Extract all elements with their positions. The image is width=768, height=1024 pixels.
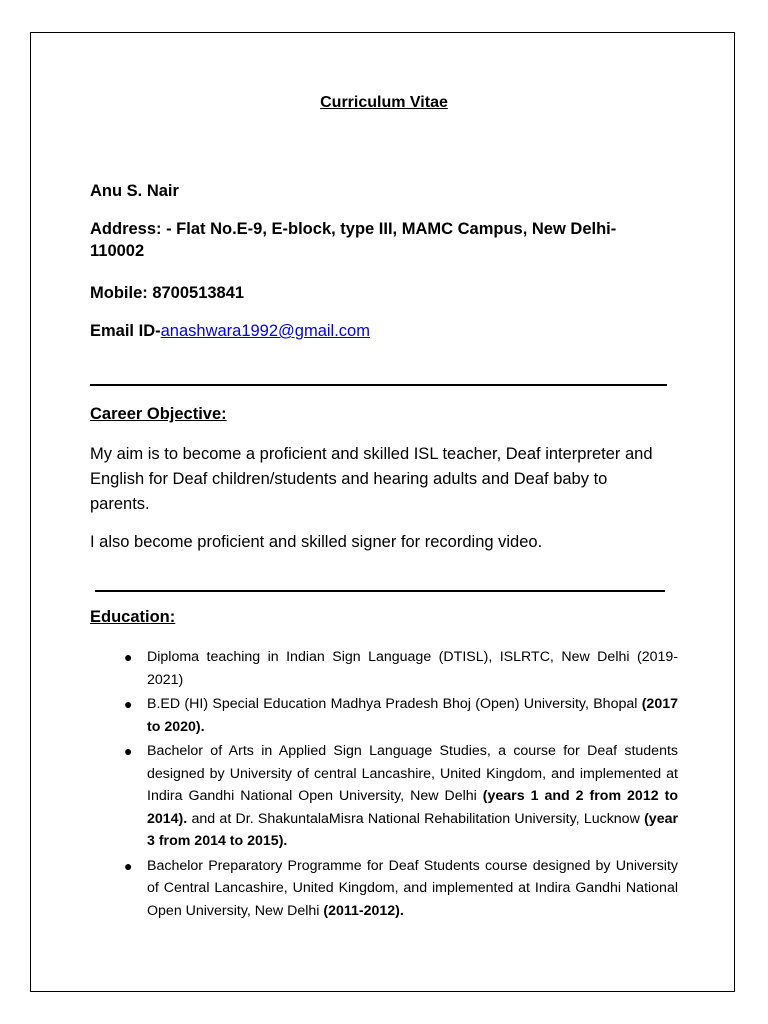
education-heading: Education: (90, 608, 176, 626)
education-dates: (years 1 and 2 from 2012 to 2014). (147, 788, 678, 827)
mobile-number: Mobile: 8700513841 (90, 284, 245, 302)
bullet-icon: ● (124, 649, 133, 665)
email-line (90, 320, 370, 342)
education-dates: (year 3 from 2014 to 2015). (147, 810, 678, 849)
education-item (124, 693, 678, 738)
career-objective-paragraph: My aim is to become a proficient and skilled ISL teacher, Deaf interpreter and English for Deaf children/students and hearing adults and Deaf baby to parents. (90, 445, 653, 513)
education-item (124, 740, 678, 853)
career-objective-heading: Career Objective: (90, 405, 227, 423)
document-title: Curriculum Vitae (320, 94, 448, 111)
bullet-icon: ● (124, 743, 133, 759)
education-dates: (2017 to 2020). (147, 696, 678, 735)
education-item (124, 855, 678, 923)
bullet-icon: ● (124, 857, 133, 874)
education-text: B.ED (HI) Special Education Madhya Pradesh Bhoj (Open) University, Bhopal (147, 696, 642, 712)
bullet-icon: ● (124, 696, 133, 712)
address: Address: - Flat No.E-9, E-block, type III, MAMC Campus, New Delhi-110002 (90, 220, 617, 260)
career-objective-paragraph: I also become proficient and skilled signer for recording video. (90, 533, 543, 551)
email-link[interactable]: anashwara1992@gmail.com (160, 322, 370, 340)
education-text: Bachelor of Arts in Applied Sign Language Studies, a course for Deaf students designed by University of central Lancashire, United Kingdom, and implemented at Indira Gandhi National Open University, New Delhi (147, 743, 678, 804)
education-text: Diploma teaching in Indian Sign Language (DTISL), ISLRTC, New Delhi (2019-2021) (147, 649, 678, 688)
education-text: Bachelor Preparatory Programme for Deaf Students course designed by University of Central Lancashire, United Kingdom, and implemented at Indira Gandhi National Open University, New Delhi (147, 857, 678, 919)
candidate-name: Anu S. Nair (90, 182, 179, 200)
education-dates: (2011-2012). (323, 902, 404, 919)
separator-line (90, 384, 667, 386)
education-list (124, 646, 678, 924)
email-label: Email ID- (90, 322, 161, 340)
education-text: and at Dr. ShakuntalaMisra National Rehabilitation University, Lucknow (187, 810, 645, 827)
education-item (124, 646, 678, 691)
separator-line (95, 590, 665, 592)
